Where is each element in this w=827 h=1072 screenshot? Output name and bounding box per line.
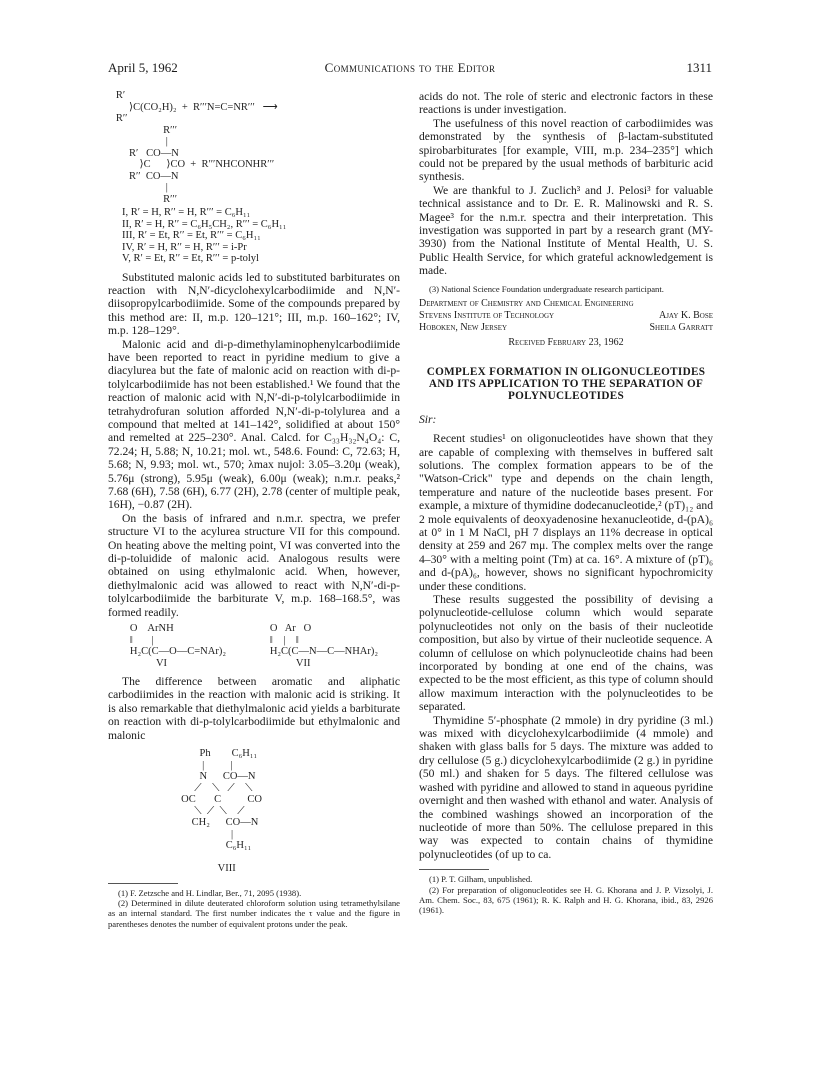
- affiliation: [419, 298, 713, 334]
- structures-vi-vii: [108, 623, 400, 669]
- compound-item: IV, R′ = H, R′′ = H, R′′′ = i-Pr: [122, 241, 247, 253]
- reaction-scheme-reactants: R′ ⟩C(CO₂H)₂ + R′′′N=C=NR′′′ ⟶ R′′: [115, 90, 278, 124]
- paragraph: The difference between aromatic and aliphatic carbodiimides in the reaction with malonic acid is striking. It is also remarkable that diethylmalonic acid yields a barbiturate on reaction with di-p-tolylcarbodiimide but ethylmalonic and malonic: [108, 675, 400, 742]
- right-column: [419, 90, 713, 916]
- paragraph: These results suggested the possibility of devising a polynucleotide-cellulose column which would separate polynucleotides not only on the basis of their nucleotide composition, but also by virtue of their nucleotide sequence. A column of cellulose on which polynucleotide chains had been incorporated by bonding at one end of the chains, was expected to be the most efficient, as this type of column should allow maximum interaction with the polynucleotides to be separated.: [419, 593, 713, 714]
- running-header: [108, 60, 712, 80]
- paragraph: Recent studies¹ on oligonucleotides have shown that they are capable of complexing with themselves in buffered salt solutions. The complex formation appears to be of the "Watson-Crick" type and depends on the chain length, temperature and nature of the nucleotide bases present. For example, a mixture of thymidine dodecanucleotide,² (pT)₁₂ and 2 mole equivalents of deoxyadenosine hexanucleotide, d-(pA)₆ at 0° in 1 M NaCl, pH 7 displays an 11% decrease in optical density at 259 and 267 mμ. The complex melts over the range 4–30° with a melting point (Tm) at ca. 16°. A mixture of (pT)₆ and d-(pA)₆, however, shows no significant hypochromicity under these conditions.: [419, 432, 713, 593]
- salutation: Sir:: [419, 412, 437, 426]
- author-name: Sheila Garratt: [649, 322, 713, 334]
- received-date: Received February 23, 1962: [508, 337, 624, 349]
- compound-item: I, R′ = H, R′′ = H, R′′′ = C₆H₁₁: [122, 207, 251, 218]
- footnote-divider: [108, 883, 178, 884]
- paragraph: Thymidine 5′-phosphate (2 mmole) in dry pyridine (3 ml.) was mixed with dicyclohexylcarbodiimide (4 mmole) and shaken with glass balls for 5 days. The mixture was added to dry cellulose (5 g.) dicyclohexylcarbodiimide (2 g.) in pyridine (50 ml.) and shaken for 5 days. The filtered cellulose was washed with pyridine and allowed to stand in aqueous pyridine overnight and then washed with ethanol and water. Analysis of the combined washings showed an incorporation of the nucleotide of more than 50%. The cellulose prepared in this way was expected to contain chains of thymidine polynucleotides (of up to ca.: [419, 713, 713, 861]
- paragraph: Substituted malonic acids led to substituted barbiturates on reaction with N,N′-dicyclohexylcarbodiimide and N,N′-diisopropylcarbodiimide. Some of the compounds prepared by this method are: II, m.p. 120–121°; III, m.p. 160–162°; IV, m.p. 128–129°.: [108, 270, 400, 338]
- paragraph: Malonic acid and di-p-dimethylaminophenylcarbodiimide have been reported to react in pyridine medium to give a diacylurea but the fate of malonic acid on reaction with di-p-tolylcarbodiimide has not been established.¹ We found that the reaction of malonic acid with N,N′-di-p-tolylcarbodiimide in tetrahydrofuran solution afforded N,N′-di-p-tolylurea and a compound that melted at 141–142°, solidified at about 150° and remelted at 225–230°. Anal. Calcd. for C₃₃H₃₂N₄O₄: C, 72.24; H, 5.88; N, 10.21; mol. wt., 548.6. Found: C, 72.63; H, 5.68; N, 9.93; mol. wt., 570; λmax nujol: 3.05–3.20μ (weak), 5.76μ (strong), 5.95μ (weak), 6.00μ (weak); n.m.r. peaks,² 7.68 (6H), 7.58 (6H), 6.77 (2H), 2.78 (center of multiple peak, 16H), −0.87 (2H).: [108, 337, 400, 512]
- structure-viii: Ph C₆H₁₁ | | N CO—N ⟋ ⟍ ⟋ ⟍ OC C CO ⟍ ⟋ ⟍ ⟋ CH₂ CO—N | C₆H₁₁ VIII: [181, 748, 262, 875]
- footnote: (1) F. Zetzsche and H. Lindlar, Ber., 71, 2095 (1938).: [118, 887, 302, 898]
- right-footnotes: [419, 874, 713, 916]
- reaction-scheme-products: R′′′ | R′ CO—N ⟩C ⟩CO + R′′′NHCONHR′′′ R′′ CO—N | R′′′: [129, 124, 275, 205]
- compound-item: V, R′ = Et, R′′ = Et, R′′′ = p-tolyl: [122, 253, 259, 264]
- affiliation-row: [419, 310, 713, 322]
- footnote: (2) Determined in dilute deuterated chloroform solution using tetramethylsilane as an internal standard. The first number indicates the τ value and the figure in parentheses denotes the number of equivalent protons under the peak.: [108, 898, 400, 929]
- acknowledgement-footnote: [419, 284, 713, 294]
- paragraph: We are thankful to J. Zuclich³ and J. Pelosi³ for valuable technical assistance and to Dr. E. R. Malinowski and R. S. Magee³ for the n.m.r. spectra and their interpretation. This investigation was supported in part by a research grant (MY-3930) from the National Institute of Mental Health, U. S. Public Health Service, for which grateful acknowledgement is made.: [419, 183, 713, 278]
- paragraph: On the basis of infrared and n.m.r. spectra, we prefer structure VI to the acylurea structure VII for this compound. On heating above the melting point, VI was converted into the di-p-toluidide of malonic acid. Analogous results were obtained on using ethylmalonic acid. When, however, diethylmalonic acid was allowed to react with N,N′-di-p-tolylcarbodiimide the barbiturate V, m.p. 168–168.5°, was formed readily.: [108, 511, 400, 619]
- institute: Stevens Institute of Technology: [419, 310, 555, 322]
- compound-list: [122, 207, 400, 265]
- structure-vii: O Ar O ‖ | ‖ H₂C(C—N—C—NHAr)₂ VII: [269, 623, 379, 669]
- article-title: COMPLEX FORMATION IN OLIGONUCLEOTIDES AND ITS APPLICATION TO THE SEPARATION OF POLYNUCLEOTIDES: [426, 365, 706, 403]
- page-number: 1311: [686, 60, 712, 75]
- left-column: [108, 90, 400, 929]
- issue-date: April 5, 1962: [108, 60, 178, 75]
- affiliation-row: [419, 322, 713, 334]
- structure-vi: O ArNH ‖ | H₂C(C—O—C=NAr)₂ VI: [129, 623, 226, 669]
- compound-item: II, R′ = H, R′′ = C₆H₅CH₂, R′′′ = C₆H₁₁: [122, 218, 287, 230]
- compound-item: III, R′ = Et, R′′ = Et, R′′′ = C₆H₁₁: [122, 230, 261, 241]
- paragraph: acids do not. The role of steric and electronic factors in these reactions is under investigation.: [419, 90, 713, 117]
- location: Hoboken, New Jersey: [419, 322, 508, 334]
- footnote: (3) National Science Foundation undergraduate research participant.: [429, 283, 664, 294]
- journal-section: Communications to the Editor: [324, 60, 496, 75]
- footnote: (2) For preparation of oligonucleotides see H. G. Khorana and J. P. Vizsolyi, J. Am. Chem. Soc., 83, 675 (1961); R. K. Ralph and H. G. Khorana, ibid., 83, 2926 (1961).: [419, 884, 713, 916]
- department: Department of Chemistry and Chemical Engineering: [419, 298, 634, 310]
- footnote: (1) P. T. Gilham, unpublished.: [429, 874, 533, 885]
- left-footnotes: [108, 888, 400, 930]
- author-name: Ajay K. Bose: [658, 310, 713, 322]
- paragraph: The usefulness of this novel reaction of carbodiimides was demonstrated by the synthesis of β-lactam-substituted spirobarbiturates [for example, VIII, m.p. 234–235°] which could not be prepared by the usual methods of barbituric acid synthesis.: [419, 116, 713, 184]
- footnote-divider: [419, 869, 489, 870]
